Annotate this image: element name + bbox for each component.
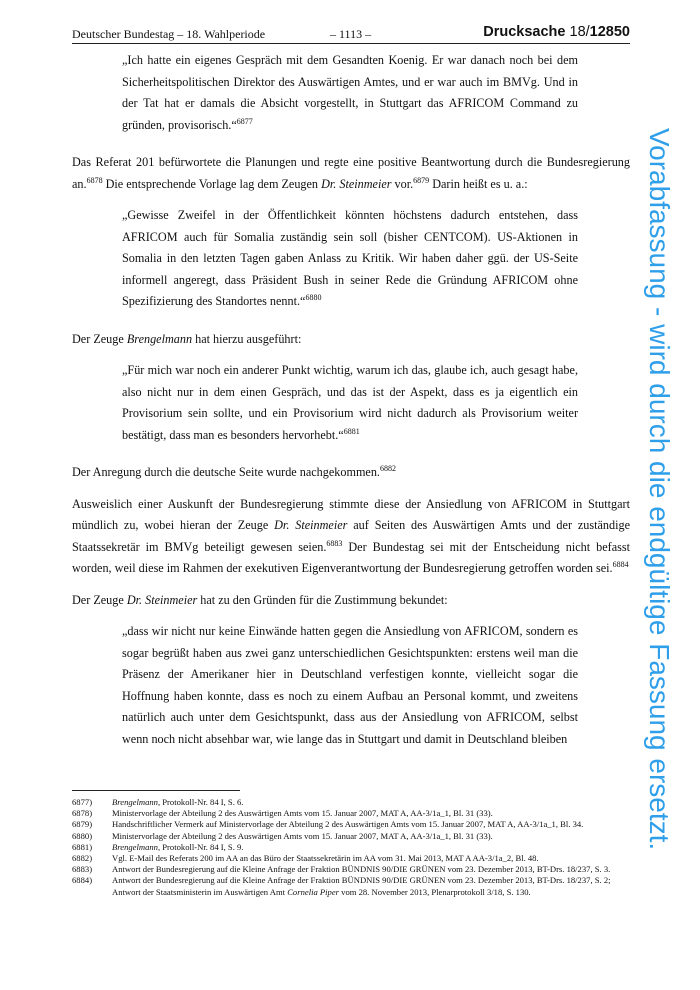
paragraph-anregung: Der Anregung durch die deutsche Seite wurde nachgekommen.$^{6882}$ bbox=[72, 463, 396, 479]
footnote-divider bbox=[72, 790, 240, 791]
paragraph-referat-201: Das Referat 201 befürwortete die Planungen und regte eine positive Beantwortung durch die Bundesregierung an.$^{6878}$ Die entsprechende Vorlage lag dem Zeugen Dr. Steinmeier vor.$^{6879}$ Darin heißt es u. a.: bbox=[72, 155, 630, 191]
drucksache-id: 12850 bbox=[589, 24, 630, 40]
witness-name: Dr. Steinmeier bbox=[321, 176, 392, 191]
footnote: 6884) Antwort der Bundesregierung auf die Kleine Anfrage der Fraktion BÜNDNIS 90/DIE GRÜNEN vom 23. Dezember 2013, BT-Drs. 18/237, S. 2; Antwort der Staatsministerin im Auswärtigen Amt Cornelia Piper vom 28. November 2013, Plenarprotokoll 3/18, S. 130. bbox=[72, 875, 611, 897]
footnote-number: 6884) bbox=[72, 875, 93, 886]
footnote-ref: 6879 bbox=[413, 175, 430, 185]
quote-koenig: „Ich hatte ein eigenes Gespräch mit dem Gesandten Koenig. Er war danach noch bei dem Sicherheitspolitischen Direktor des Auswärtigen Amtes, und er war auch im BMVg. Und in der Tat hat er damals die Absicht vorgestellt, in Stuttgart das AFRICOM Command zu gründen, provisorisch.“$^{6877}$ bbox=[122, 53, 578, 132]
footnote-ref: 6877 bbox=[236, 116, 253, 126]
footnote-ref: 6884 bbox=[612, 559, 629, 569]
footnote-number: 6883) bbox=[72, 864, 93, 875]
footnote-ref: 6882 bbox=[379, 463, 396, 473]
footnote: 6880) Ministervorlage der Abteilung 2 des Auswärtigen Amts vom 15. Januar 2007, MAT A, AA-3/1a_1, Bl. 31 (33). bbox=[72, 830, 493, 841]
page-number: – 1113 – bbox=[330, 27, 372, 41]
drucksache-label: Drucksache bbox=[483, 24, 566, 40]
drucksache-period: 18/ bbox=[569, 24, 590, 40]
witness-name: Brengelmann bbox=[126, 331, 193, 346]
footnote: 6878) Ministervorlage der Abteilung 2 des Auswärtigen Amts vom 15. Januar 2007, MAT A, AA-3/1a_1, Bl. 31 (33). bbox=[72, 808, 493, 819]
footnote-ref: 6880 bbox=[305, 292, 322, 302]
draft-watermark: Vorabfassung - wird durch die endgültige Fassung ersetzt. bbox=[644, 128, 675, 851]
footnote-ref: 6883 bbox=[326, 538, 343, 548]
paragraph-auskunft: Ausweislich einer Auskunft der Bundesregierung stimmte diese der Ansiedlung von AFRICOM in Stuttgart mündlich zu, wobei hieran der Zeuge Dr. Steinmeier auf Seiten des Auswärtigen Amts und der zuständige Staatssekretär im BMVg beteiligt gewesen seien.$^{6883}$ Der Bundestag sei mit der Entscheidung nicht befasst worden, weil diese im Rahmen der exekutiven Eigenverantwortung der Bundesregierung getroffen worden sei.$^{6884}$ bbox=[72, 496, 630, 575]
footnote: 6883) Antwort der Bundesregierung auf die Kleine Anfrage der Fraktion BÜNDNIS 90/DIE GRÜNEN vom 23. Dezember 2013, BT-Drs. 18/237, S. 3. bbox=[72, 864, 611, 875]
quote-vorlage: „Gewisse Zweifel in der Öffentlichkeit könnten höchstens dadurch entstehen, dass AFRICOM auch für Somalia zuständig sein soll (bisher CENTCOM). US-Aktionen in Somalia in den letzten Tagen gaben Anlass zu Kritik. Wir haben daher ggü. der US-Seite informell angeregt, dass Präsident Bush in seiner Rede die Gründung AFRICOM ohne Spezifizierung des Standortes nennt.“$^{6880}$ bbox=[122, 208, 578, 308]
paragraph-brengelmann-intro: Der Zeuge Brengelmann hat hierzu ausgeführt: bbox=[72, 331, 302, 346]
footnote-ref: 6881 bbox=[343, 426, 360, 436]
footnotes bbox=[72, 797, 630, 898]
paragraph-steinmeier-intro: Der Zeuge Dr. Steinmeier hat zu den Gründen für die Zustimmung bekundet: bbox=[72, 592, 448, 607]
drucksache-number bbox=[483, 24, 630, 40]
footnote: 6877) Brengelmann, Protokoll-Nr. 84 I, S. 6. bbox=[72, 797, 244, 807]
page-header bbox=[72, 25, 630, 44]
footnote-number: 6879) bbox=[72, 819, 93, 830]
quote-steinmeier: „dass wir nicht nur keine Einwände hatten gegen die Ansiedlung von AFRICOM, sondern es sogar begrüßt haben aus zwei ganz unterschiedlichen Gesichtspunkten: erstens weil man die Präsenz der Amerikaner hier in Deutschland verfestigen konnte, vielleicht sogar die Hoffnung haben konnte, dass es noch zu einem Aufbau an Personal kommt, und zweitens natürlich auch unter dem Gesichtspunkt, dass aus der Ansiedlung von AFRICOM, selbst wenn noch nicht absehbar war, wie lange das in Stuttgart und damit in Deutschland bleiben bbox=[122, 624, 578, 746]
main-text bbox=[72, 50, 630, 766]
witness-name: Dr. Steinmeier bbox=[126, 592, 198, 607]
footnote-number: 6881) bbox=[72, 841, 93, 852]
quote-brengelmann: „Für mich war noch ein anderer Punkt wichtig, warum ich das, glaube ich, auch gesagt habe, also nicht nur in dem einen Gespräch, und das ist der Aspekt, dass es ja eigentlich ein Provisorium sein sollte, und ein Provisorium wird nicht dadurch als Provisorium weiter bestätigt, dass man es besonders hervorhebt.“$^{6881}$ bbox=[122, 363, 578, 442]
witness-name: Dr. Steinmeier bbox=[274, 518, 348, 532]
footnote-number: 6882) bbox=[72, 853, 93, 864]
footnote: 6879) Handschriftlicher Vermerk auf Ministervorlage der Abteilung 2 des Auswärtigen Amts vom 15. Januar 2007, MAT A, AA-3/1a_1, Bl. 34. bbox=[72, 819, 584, 830]
footnote: 6881) Brengelmann, Protokoll-Nr. 84 I, S. 9. bbox=[72, 841, 244, 852]
footnote-number: 6878) bbox=[72, 808, 93, 819]
footnote-ref: 6878 bbox=[86, 175, 103, 185]
footnote-number: 6880) bbox=[72, 830, 93, 841]
header-publication: Deutscher Bundestag – 18. Wahlperiode bbox=[72, 27, 266, 41]
footnote: 6882) Vgl. E-Mail des Referats 200 im AA an das Büro der Staatssekretärin im AA vom 31. Mai 2013, MAT A AA-3/1a_2, Bl. 48. bbox=[72, 853, 539, 864]
footnote-number: 6877) bbox=[72, 797, 93, 807]
